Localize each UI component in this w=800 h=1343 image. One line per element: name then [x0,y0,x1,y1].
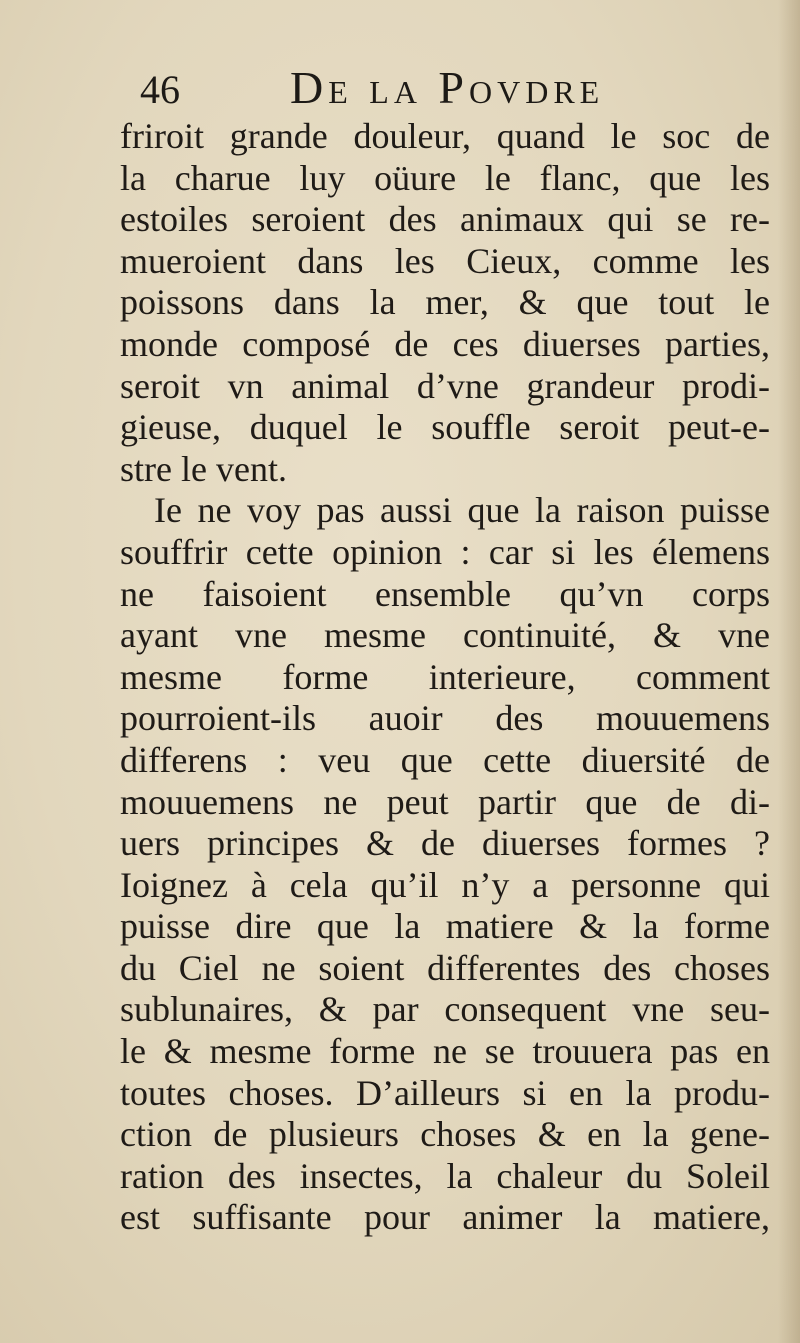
text-line: seroit vn animal d’vne grandeur prodi- [120,365,770,406]
text-line: le & mesme forme ne se trouuera pas en [120,1031,770,1072]
text-line: mouuemens ne peut partir que de di- [120,781,770,822]
text-line: estoiles seroient des animaux qui se re- [120,199,770,240]
text-line: puisse dire que la matiere & la forme [120,906,770,947]
page-number: 46 [140,67,180,112]
text-line: mesme forme interieure, comment [120,656,770,697]
text-line: monde composé de ces diuerses parties, [120,323,770,364]
text-line: toutes choses. D’ailleurs si en la produ- [120,1072,770,1113]
text-line: souffrir cette opinion : car si les élemens [120,531,770,572]
text-line: ction de plusieurs choses & en la gene- [120,1114,770,1155]
text-line: mueroient dans les Cieux, comme les [120,240,770,281]
text-line: Ie ne voy pas aussi que la raison puisse [154,490,770,531]
page-edge-shadow [778,0,800,1343]
text-line: stre le vent. [120,448,287,489]
text-line: gieuse, duquel le souffle seroit peut-e- [120,407,770,448]
running-title: De la Povdre [290,62,605,113]
text-line: la charue luy oüure le flanc, que les [120,157,770,198]
text-line: Ioignez à cela qu’il n’y a personne qui [120,864,770,905]
text-line: ration des insectes, la chaleur du Soleil [120,1155,770,1196]
text-line: sublunaires, & par consequent vne seu- [120,989,770,1030]
running-head [140,62,640,118]
text-line: ayant vne mesme continuité, & vne [120,615,770,656]
text-line: poissons dans la mer, & que tout le [120,282,770,323]
text-line: du Ciel ne soient differentes des choses [120,947,770,988]
text-line: uers principes & de diuerses formes ? [120,823,770,864]
text-line: pourroient-ils auoir des mouuemens [120,698,770,739]
body-text [120,116,770,1239]
text-line: est suffisante pour animer la matiere, [120,1197,770,1238]
text-line: differens : veu que cette diuersité de [120,739,770,780]
text-line: friroit grande douleur, quand le soc de [120,116,770,156]
text-line: ne faisoient ensemble qu’vn corps [120,573,770,614]
